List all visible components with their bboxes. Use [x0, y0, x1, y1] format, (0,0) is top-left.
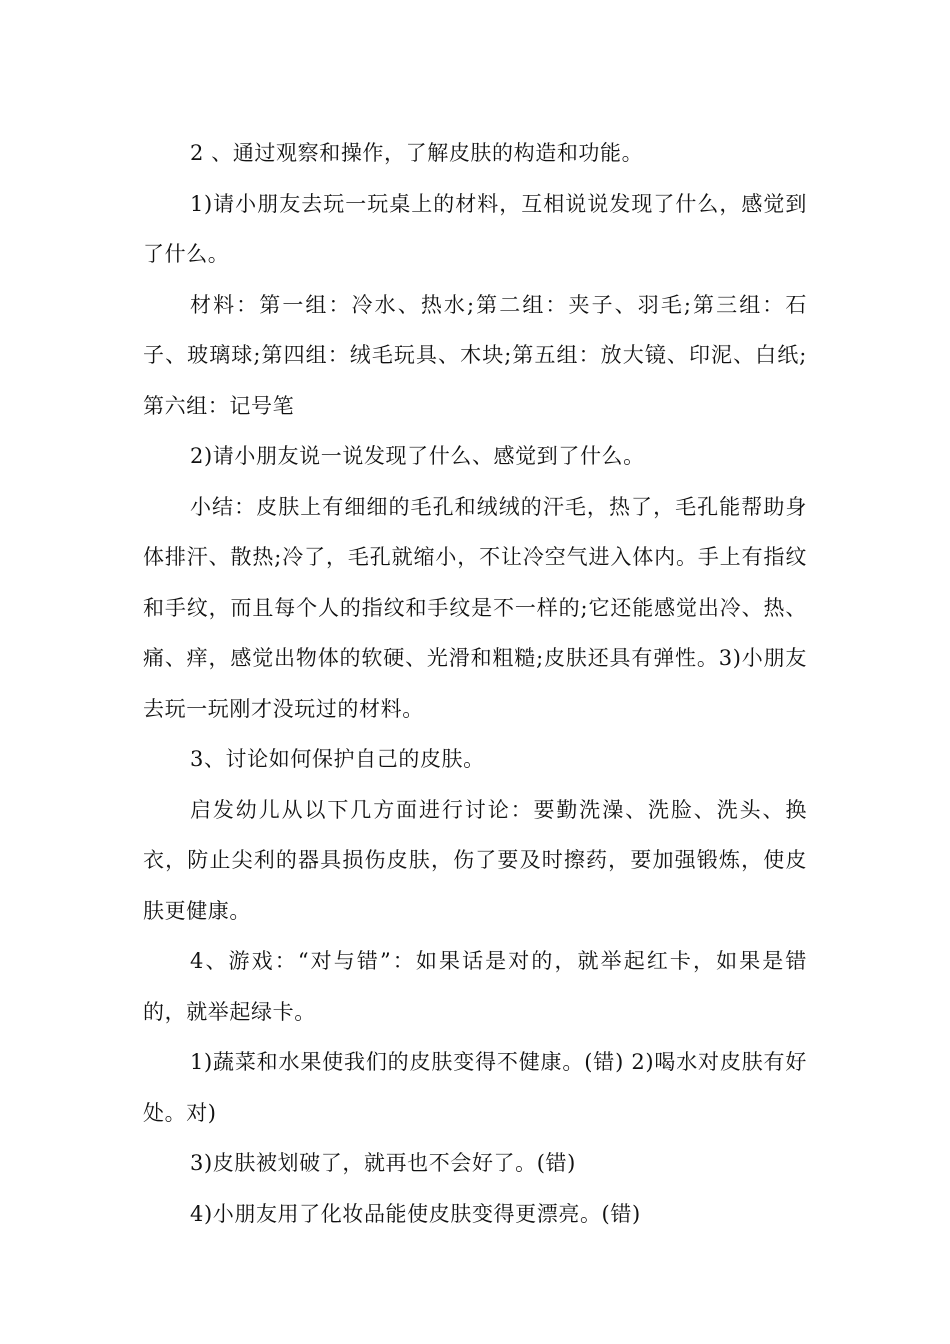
document-body	[143, 128, 807, 1239]
paragraph-play-materials: 1)请小朋友去玩一玩桌上的材料，互相说说发现了什么，感觉到了什么。	[143, 191, 807, 266]
paragraph-game-item-4: 4)小朋友用了化妆品能使皮肤变得更漂亮。(错)	[190, 1201, 641, 1226]
paragraph-game-item-1-2: 1)蔬菜和水果使我们的皮肤变得不健康。(错) 2)喝水对皮肤有好处。对)	[143, 1050, 807, 1125]
paragraph-game-item-3: 3)皮肤被划破了，就再也不会好了。(错)	[190, 1151, 576, 1175]
paragraph-share-findings: 2)请小朋友说一说发现了什么、感觉到了什么。	[190, 444, 645, 468]
paragraph-summary: 小结：皮肤上有细细的毛孔和绒绒的汗毛，热了，毛孔能帮助身体排汗、散热;冷了，毛孔就缩小，不让冷空气进入体内。手上有指纹和手纹，而且每个人的指纹和手纹是不一样的;它还能感觉出冷、热、痛、痒，感觉出物体的软硬、光滑和粗糙;皮肤还具有弹性。3)小朋友去玩一玩刚才没玩过的材料。	[143, 494, 807, 721]
paragraph-discussion: 启发幼儿从以下几方面进行讨论：要勤洗澡、洗脸、洗头、换衣，防止尖利的器具损伤皮肤，伤了要及时擦药，要加强锻炼，使皮肤更健康。	[143, 797, 807, 923]
paragraph-step-4-game: 4、游戏：“对与错”：如果话是对的，就举起红卡，如果是错的，就举起绿卡。	[143, 949, 807, 1024]
paragraph-step-3-heading: 3、讨论如何保护自己的皮肤。	[190, 747, 485, 771]
paragraph-materials-list: 材料：第一组：冷水、热水;第二组：夹子、羽毛;第三组：石子、玻璃球;第四组：绒毛玩具、木块;第五组：放大镜、印泥、白纸;第六组：记号笔	[143, 292, 807, 418]
paragraph-step-2-heading: 2 、通过观察和操作，了解皮肤的构造和功能。	[190, 141, 644, 165]
